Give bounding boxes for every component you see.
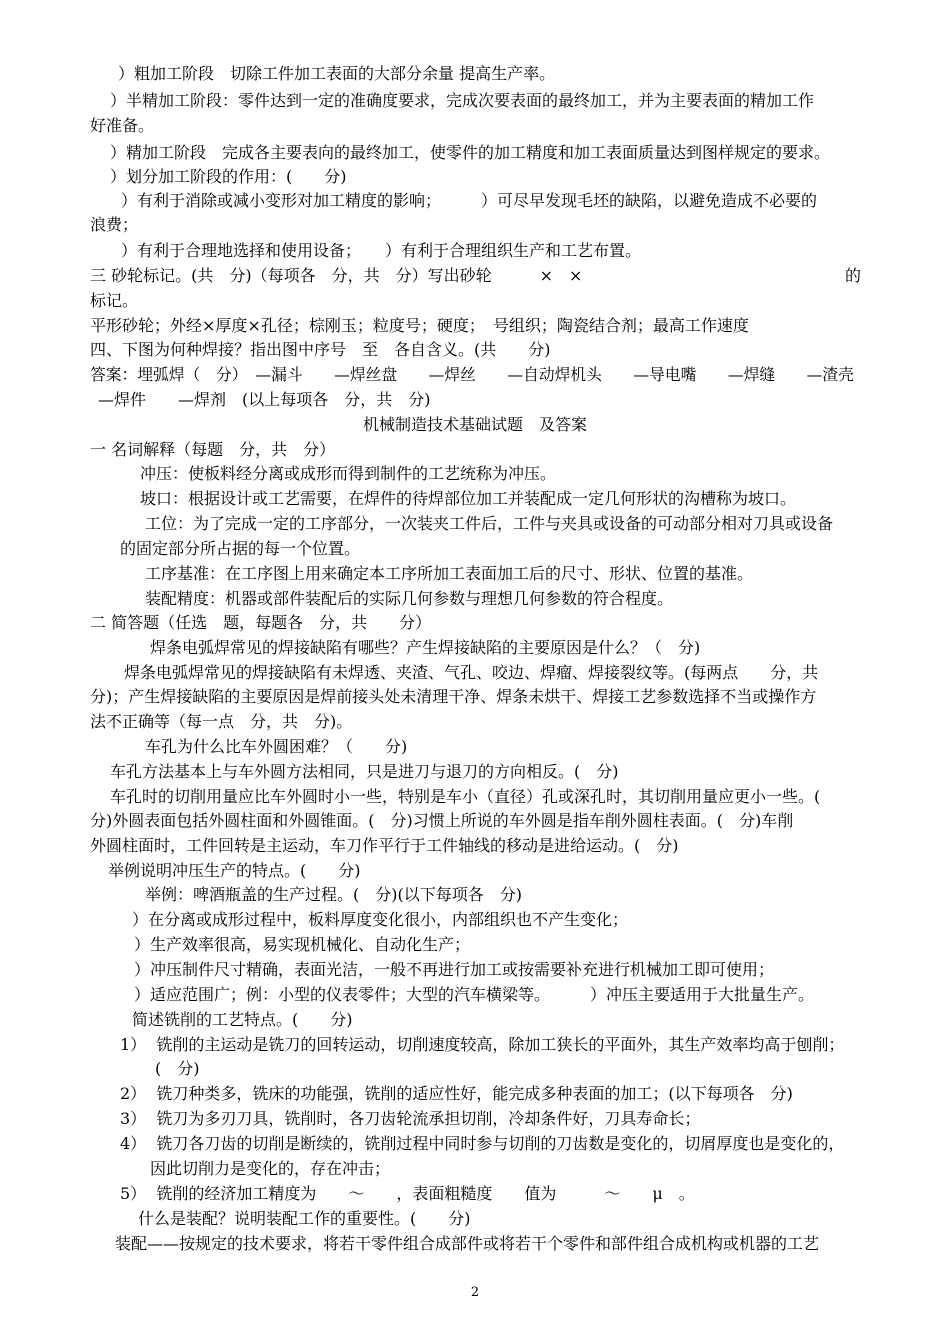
question-line: 焊条电弧焊常见的焊接缺陷有哪些？产生焊接缺陷的主要原因是什么？（ 分) [150,638,701,657]
list-item: 1） 铣削的主运动是铣刀的回转运动，切削速度较高，除加工狭长的平面外，其生产效率均高于刨削； [120,1035,845,1054]
text-line: ( 分) [155,1059,200,1078]
text-line: 工位：为了完成一定的工序部分，一次装夹工件后，工件与夹具或设备的可动部分相对刀具或设备 [145,514,834,533]
text-line: ）粗加工阶段 切除工件加工表面的大部分余量 提高生产率。 [118,64,556,83]
text-line: 四、下图为何种焊接？指出图中序号 至 各自含义。(共 分) [90,340,551,359]
text-line: ）生产效率很高，易实现机械化、自动化生产； [134,935,471,954]
text-line: 装配精度：机器或部件装配后的实际几何参数与理想几何参数的符合程度。 [145,589,674,608]
text-line: 举例：啤酒瓶盖的生产过程。( 分)(以下每项各 分) [145,885,522,904]
text-line: ）精加工阶段 完成各主要表向的最终加工，使零件的加工精度和加工表面质量达到图样规定的要求。 [110,143,831,162]
text-line: 坡口：根据设计或工艺需要，在焊件的待焊部位加工并装配成一定几何形状的沟槽称为坡口。 [140,489,797,508]
section-heading: 二 简答题（任选 题，每题各 分，共 分） [90,613,432,632]
text-line: ）有利于合理地选择和使用设备； ）有利于合理组织生产和工艺布置。 [121,241,642,260]
list-item: 3） 铣刀为多刃刀具，铣削时，各刀齿轮流承担切削，冷却条件好，刀具寿命长； [120,1109,701,1128]
question-line: 车孔为什么比车外圆困难？（ 分) [145,737,408,756]
text-line: ）在分离或成形过程中，板料厚度变化很小，内部组织也不产生变化； [132,910,629,929]
text-line: ）半精加工阶段：零件达到一定的准确度要求，完成次要表面的最终加工，并为主要表面的精加工作 [110,91,815,110]
text-line: 法不正确等（每一点 分，共 分)。 [90,712,353,731]
text-line: 平形砂轮；外经×厚度×孔径；棕刚玉；粒度号；硬度； 号组织；陶瓷结合剂；最高工作速度 [90,316,749,335]
text-line: 分)外圆表面包括外圆柱面和外圆锥面。( 分)习惯上所说的车外圆是指车削外圆柱表面。( 分)车削 [90,811,794,830]
text-line: 工序基准：在工序图上用来确定本工序所加工表面加工后的尺寸、形状、位置的基准。 [145,564,754,583]
text-line: 答案：埋弧焊（ 分） —漏斗 —焊丝盘 —焊丝 —自动焊机头 —导电嘴 —焊缝 —渣壳 [90,365,854,384]
text-line: 的固定部分所占据的每一个位置。 [120,539,361,558]
section-heading: 一 名词解释（每题 分，共 分） [90,440,336,459]
text-line: 分)；产生焊接缺陷的主要原因是焊前接头处未清理干净、焊条未烘干、焊接工艺参数选择不当或操作方 [90,687,817,706]
text-line: ）冲压制件尺寸精确，表面光洁，一般不再进行加工或按需要补充进行机械加工即可使用； [134,960,775,979]
text-line: 标记。 [90,291,139,310]
question-line: 什么是装配？说明装配工作的重要性。( 分) [138,1209,471,1228]
section-title: 机械制造技术基础试题 及答案 [362,415,587,434]
list-item: 5） 铣削的经济加工精度为 ～ ，表面粗糙度 值为 ～ μ 。 [120,1184,695,1203]
page-number: 2 [470,1285,480,1300]
text-line: 的 [845,266,862,285]
text-line: ）划分加工阶段的作用：( 分) [110,167,347,186]
question-line: 举例说明冲压生产的特点。( 分) [108,861,361,880]
text-line: 车孔方法基本上与车外圆方法相同，只是进刀与退刀的方向相反。( 分) [110,762,619,781]
text-line: 浪费； [90,215,139,234]
list-item: 4） 铣刀各刀齿的切削是断续的，铣削过程中同时参与切削的刀齿数是变化的，切屑厚度也是变化的， [120,1134,845,1153]
list-item: 2） 铣刀种类多，铣床的功能强，铣削的适应性好，能完成多种表面的加工；(以下每项各 分) [120,1084,793,1103]
text-line: ）适应范围广；例：小型的仪表零件；大型的汽车横梁等。 ）冲压主要适用于大批量生产。 [134,985,815,1004]
text-line: 三 砂轮标记。(共 分)（每项各 分，共 分）写出砂轮 × × [90,266,583,285]
text-line: —焊件 —焊剂 (以上每项各 分，共 分) [98,390,431,409]
text-line: 焊条电弧焊常见的焊接缺陷有未焊透、夹渣、气孔、咬边、焊瘤、焊接裂纹等。(每两点 分，共 [124,663,819,682]
text-line: 装配——按规定的技术要求，将若干零件组合成部件或将若干个零件和部件组合成机构或机器的工艺 [115,1234,820,1253]
text-line: 车孔时的切削用量应比车外圆时小一些，特别是车小（直径）孔或深孔时，其切削用量应更小一些。( [110,787,821,806]
text-line: 外圆柱面时，工件回转是主运动，车刀作平行于工件轴线的移动是进给运动。( 分) [90,836,679,855]
text-line: ）有利于消除或减小变形对加工精度的影响； ）可尽早发现毛坯的缺陷，以避免造成不必要的 [121,191,818,210]
text-line: 冲压：使板料经分离或成形而得到制件的工艺统称为冲压。 [140,464,557,483]
text-line: 好准备。 [90,116,155,135]
question-line: 简述铣削的工艺特点。( 分) [132,1010,353,1029]
text-line: 因此切削力是变化的，存在冲击； [150,1159,391,1178]
